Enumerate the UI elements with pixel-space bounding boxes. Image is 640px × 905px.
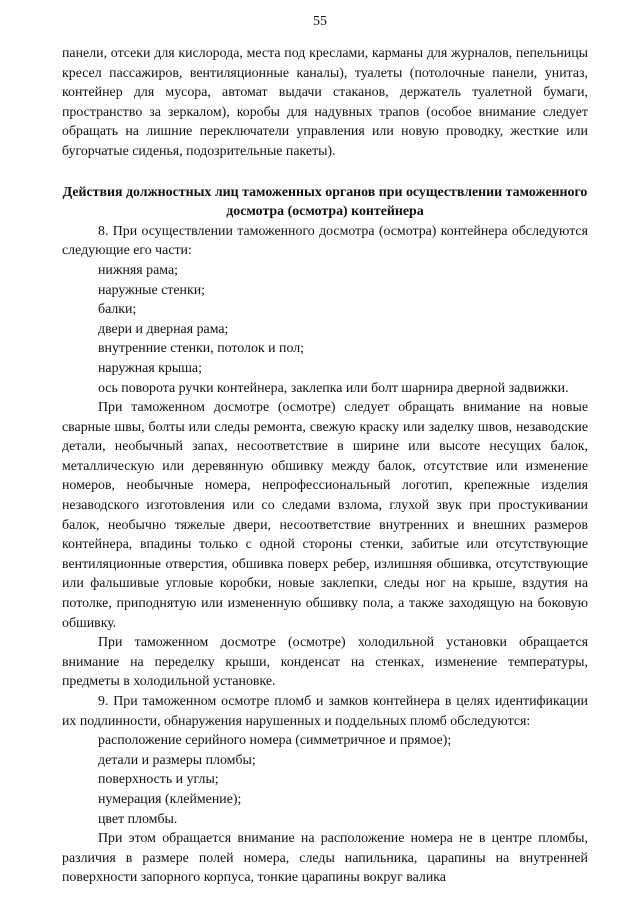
item-8-part: балки;	[98, 302, 137, 318]
final-paragraph: При этом обращается внимание на расположение номера не в центре пломбы, различия в размере полей номера, следы напильника, царапины на внутренней поверхности запорного корпуса, тонкие царапины вокруг валика	[62, 831, 588, 886]
page-number: 55	[313, 14, 327, 29]
section-heading: Действия должностных лиц таможенных органов при осуществлении таможенного досмотра (осмотра) контейнера	[62, 184, 588, 220]
item-8-intro: 8. При осуществлении таможенного досмотра (осмотра) контейнера обследуются следующие его части:	[62, 223, 588, 259]
item-9-part: цвет пломбы.	[98, 811, 178, 827]
item-8-part: нижняя рама;	[98, 262, 178, 278]
document-body	[62, 44, 588, 888]
intro-paragraph: панели, отсеки для кислорода, места под креслами, карманы для журналов, пепельницы кресел пассажиров, вентиляционные каналы), туалеты (потолочные панели, унитаз, контейнер для мусора, автомат выдачи стаканов, держатель туалетной бумаги, пространство за зеркалом), коробы для надувных трапов (особое внимание следует обращать на лишние переключатели управления или новую проводку, жесткие или бугорчатые сиденья, подозрительные пакеты).	[62, 46, 588, 159]
item-9-part: поверхность и углы;	[98, 772, 219, 788]
item-8-part: внутренние стенки, потолок и пол;	[98, 341, 305, 357]
inspection-paragraph: При таможенном досмотре (осмотре) следует обращать внимание на новые сварные швы, болты или следы ремонта, свежую краску или заделку швов, незаводские детали, необычный запах, несоответствие в ширине или высоте несущих балок, металлическую или деревянную обшивку между балок, отсутствие или изменение номеров, необычные номера, непрофессиональный логотип, крепежные изделия незаводского изготовления или со следами взлома, глухой звук при простукивании балок, необычно тяжелые двери, несоответствие внутренних и внешних размеров контейнера, впадины только с одной стороны стенки, забитые или отсутствующие вентиляционные отверстия, обшивка поверх ребер, излишняя обшивка, отсутствующие или фальшивые угловые коробки, новые заклепки, следы ног на крыше, вздутия на потолке, приподнятую или измененную обшивку пола, а также заходящую на боковую обшивку.	[62, 400, 588, 631]
item-9-intro: 9. При таможенном осмотре пломб и замков контейнера в целях идентификации их подлинности, обнаружения нарушенных и поддельных пломб обследуются:	[62, 694, 588, 729]
item-8-part: ось поворота ручки контейнера, заклепка или болт шарнира дверной задвижки.	[98, 380, 569, 396]
item-8-part: двери и дверная рама;	[98, 321, 229, 337]
item-9-part: расположение серийного номера (симметричное и прямое);	[98, 733, 452, 749]
item-9-part: детали и размеры пломбы;	[98, 752, 256, 768]
refrigeration-paragraph: При таможенном досмотре (осмотре) холодильной установки обращается внимание на переделку крыши, конденсат на стенках, изменение температуры, предметы в холодильной установке.	[62, 635, 588, 690]
item-8-part: наружные стенки;	[98, 282, 206, 298]
item-8-part: наружная крыша;	[98, 360, 202, 376]
item-9-part: нумерация (клеймение);	[98, 791, 242, 807]
